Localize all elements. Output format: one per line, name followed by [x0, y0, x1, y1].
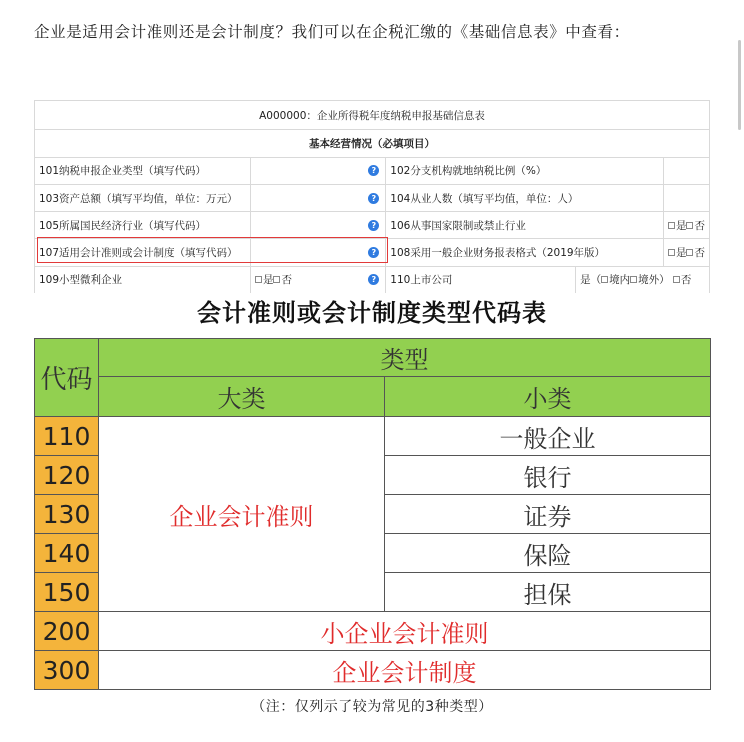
form-row: [35, 157, 710, 184]
form-row: [35, 212, 710, 239]
checkbox-icon[interactable]: [630, 276, 637, 283]
header-major: 大类: [99, 377, 385, 417]
checkbox-icon[interactable]: [601, 276, 608, 283]
no-label: 否: [694, 247, 705, 260]
no-label: 否: [680, 274, 692, 287]
form-input-cell[interactable]: [250, 239, 385, 266]
header-type: 类型: [99, 339, 711, 377]
form-input-cell[interactable]: [663, 184, 709, 211]
no-label: 否: [281, 274, 292, 287]
code-cell: 200: [35, 612, 99, 651]
form-row: [35, 266, 710, 293]
intro-text: 企业是适用会计准则还是会计制度？我们可以在企税汇缴的《基础信息表》中查看：: [34, 23, 630, 41]
checkbox-icon[interactable]: [668, 222, 675, 229]
code-cell: 130: [35, 495, 99, 534]
table-row: [35, 651, 711, 690]
small-enterprise-standard: 小企业会计准则: [99, 612, 711, 651]
help-icon[interactable]: ?: [368, 274, 379, 285]
checkbox-icon[interactable]: [668, 249, 675, 256]
yes-label: 是: [675, 247, 687, 260]
form-label: 102分支机构就地纳税比例（%）: [386, 157, 664, 184]
yes-label: 是: [262, 274, 274, 287]
yes-no-choice[interactable]: [663, 239, 709, 266]
code-cell: 300: [35, 651, 99, 690]
yes-no-choice[interactable]: [250, 266, 385, 293]
scrollbar[interactable]: [738, 40, 741, 130]
minor-cell: 一般企业: [385, 417, 711, 456]
code-cell: 150: [35, 573, 99, 612]
footnote: （注：仅列示了较为常见的3种类型）: [251, 699, 493, 715]
form-label: 107适用会计准则或会计制度（填写代码）: [35, 239, 251, 266]
checkbox-icon[interactable]: [255, 276, 262, 283]
form-section: 基本经营情况（必填项目）: [35, 130, 710, 157]
form-input-cell[interactable]: [250, 212, 385, 239]
checkbox-icon[interactable]: [673, 276, 680, 283]
form-title: A000000：企业所得税年度纳税申报基础信息表: [35, 101, 710, 130]
form-input-cell[interactable]: [250, 157, 385, 184]
form-row-accounting-standard: [35, 239, 710, 266]
minor-cell: 担保: [385, 573, 711, 612]
enterprise-accounting-system: 企业会计制度: [99, 651, 711, 690]
form-input-cell[interactable]: [250, 184, 385, 211]
checkbox-icon[interactable]: [686, 249, 693, 256]
yes-label: 是: [675, 219, 687, 232]
form-label: 101纳税申报企业类型（填写代码）: [35, 157, 251, 184]
form-section-row: [35, 130, 710, 157]
minor-cell: 证券: [385, 495, 711, 534]
form-label: 108采用一般企业财务报表格式（2019年版）: [386, 239, 664, 266]
form-label: 110上市公司: [386, 266, 576, 293]
code-cell: 140: [35, 534, 99, 573]
form-row: [35, 184, 710, 211]
form-label: 106从事国家限制或禁止行业: [386, 212, 664, 239]
header-code: 代码: [35, 339, 99, 417]
checkbox-icon[interactable]: [686, 222, 693, 229]
listed-choice[interactable]: [576, 266, 710, 293]
code-cell: 120: [35, 456, 99, 495]
basic-info-form: [34, 100, 710, 294]
form-title-row: [35, 101, 710, 130]
code-header-row: [35, 339, 711, 377]
code-cell: 110: [35, 417, 99, 456]
foreign-label: 境外）: [638, 274, 670, 287]
minor-cell: 保险: [385, 534, 711, 573]
code-table-title: 会计准则或会计制度类型代码表: [34, 293, 710, 337]
domestic-label: 境内: [609, 274, 631, 287]
yes-no-choice[interactable]: [663, 212, 709, 239]
form-label: 105所属国民经济行业（填写代码）: [35, 212, 251, 239]
form-label: 103资产总额（填写平均值，单位：万元）: [35, 184, 251, 211]
form-label: 109小型微利企业: [35, 266, 251, 293]
help-icon[interactable]: ?: [368, 220, 379, 231]
help-icon[interactable]: ?: [368, 247, 379, 258]
form-label: 104从业人数（填写平均值，单位：人）: [386, 184, 664, 211]
major-group-cell: 企业会计准则: [99, 417, 385, 612]
yes-label: 是（: [580, 274, 602, 287]
header-minor: 小类: [385, 377, 711, 417]
no-label: 否: [694, 219, 705, 232]
form-input-cell[interactable]: [663, 157, 709, 184]
table-row: [35, 612, 711, 651]
help-icon[interactable]: ?: [368, 193, 379, 204]
help-icon[interactable]: ?: [368, 165, 379, 176]
checkbox-icon[interactable]: [273, 276, 280, 283]
table-row: [35, 417, 711, 456]
code-table: [34, 338, 711, 690]
code-subheader-row: [35, 377, 711, 417]
minor-cell: 银行: [385, 456, 711, 495]
